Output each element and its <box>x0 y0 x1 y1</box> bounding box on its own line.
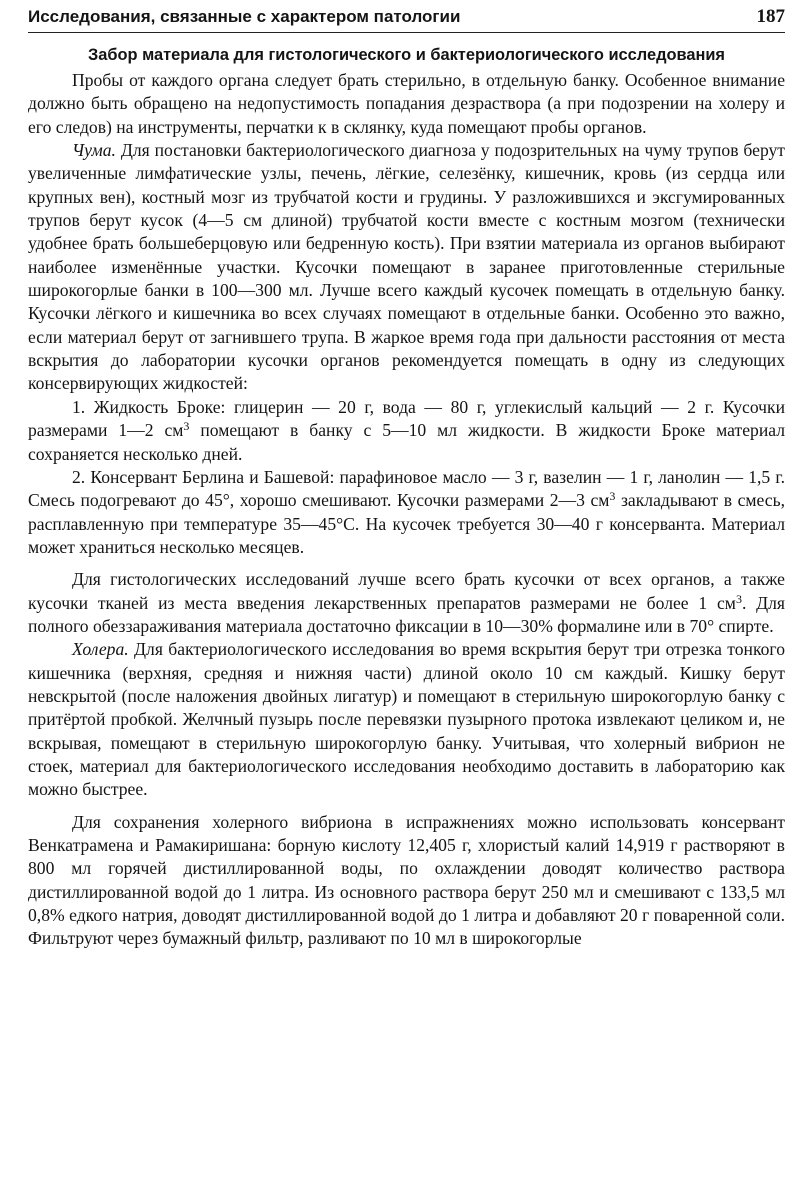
paragraph-lead-term: Чума. <box>72 140 116 161</box>
book-page <box>28 4 785 951</box>
paragraph-histology <box>28 568 785 638</box>
paragraph-text: Для бактериологического исследования во время вскрытия берут три отрезка тонкого кишечника (верхняя, средняя и нижняя части) длиной около 10 см каждый. Кишку берут невскрытой (после наложения двойных лигатур) и помещают в стерильную широкогорлую банку с притёртой пробкой. Желчный пузырь после перевязки пузырного протока извлекают целиком и, не вскрывая, помещают в стерильную широкогорлую банку. Учитывая, что холерный вибрион не стоек, материал для бактериологического исследования необходимо доставить в лабораторию как можно быстрее. <box>28 639 785 800</box>
paragraph-text: 1. Жидкость Броке: глицерин — 20 г, вода — 80 г, углекислый кальций — 2 г. Кусочки размерами 1—2 см <box>28 396 785 441</box>
paragraph-broke-liquid <box>28 396 785 466</box>
paragraph-text: закладывают в смесь, расплавленную при температуре 35—45°С. На кусочек требуется 30—40 г консерванта. Материал может храниться несколько месяцев. <box>28 490 785 557</box>
paragraph-lead-term: Холера. <box>72 639 129 660</box>
page-number: 187 <box>756 6 785 27</box>
superscript: 3 <box>735 591 742 606</box>
body-text <box>28 69 785 951</box>
paragraph-text: . Для полного обеззараживания материала достаточно фиксации в 10—30% формалине или в 70° спирте. <box>28 592 786 636</box>
chapter-title: Исследования, связанные с характером патологии <box>28 7 461 26</box>
paragraph-cholera-preservative <box>28 811 785 951</box>
superscript: 3 <box>609 489 616 504</box>
running-header <box>28 4 785 33</box>
section-heading: Забор материала для гистологического и бактериологического исследования <box>88 46 725 64</box>
paragraph-sampling-rules <box>28 69 785 139</box>
paragraph-text: Для гистологических исследований лучше всего брать кусочки от всех органов, а также кусочки тканей из места введения лекарственных препаратов размерами не более 1 см <box>28 569 785 613</box>
paragraph-text: Пробы от каждого органа следует брать стерильно, в отдельную банку. Особенное внимание должно быть обращено на недопустимость попадания дезраствора (а при подозрении на холеру и его следов) на инструменты, перчатки к в склянку, куда помещают пробы органов. <box>28 70 785 137</box>
superscript: 3 <box>183 419 190 434</box>
paragraph-text: помещают в банку с 5—10 мл жидкости. В жидкости Броке материал сохраняется несколько дней. <box>28 420 785 464</box>
paragraph-berlin-preservative <box>28 466 785 559</box>
paragraph-cholera <box>28 638 785 801</box>
paragraph-text: Для сохранения холерного вибриона в испражнениях можно использовать консервант Венкатрамена и Рамакиришана: борную кислоту 12,405 г, хлористый калий 14,919 г растворяют в 800 мл горячей дистиллированной воды, по охлаждении доводят количество раствора дистиллированной водой до 1 литра. Из основного раствора берут 250 мл и смешивают с 133,5 мл 0,8% едкого натрия, доводят дистиллированной водой до 1 литра и добавляют 20 г поваренной соли. Фильтруют через бумажный фильтр, разливают по 10 мл в широкогорлые <box>28 811 785 949</box>
paragraph-plague <box>28 139 785 396</box>
paragraph-text: 2. Консервант Берлина и Башевой: парафиновое масло — 3 г, вазелин — 1 г, ланолин — 1,5 г. Смесь подогревают до 45°, хорошо смешивают. Кусочки размерами 2—3 см <box>28 466 785 511</box>
paragraph-text: Для постановки бактериологического диагноза у подозрительных на чуму трупов берут увеличенные лимфатические узлы, печень, лёгкие, селезёнку, кишечник, кровь (из сердца или крупных вен), костный мозг из трубчатой кости и грудины. У разложившихся и эксгумированных трупов берут кусок (4—5 см длиной) трубчатой кости вместе с костным мозгом (технически удобнее брать большеберцовую или бедренную кость). При взятии материала из органов выбирают наиболее изменённые участки. Кусочки помещают в заранее приготовленные стерильные широкогорлые банки в 100—300 мл. Лучше всего каждый кусочек помещать в отдельную банку. Кусочки лёгкого и кишечника во всех случаях помещают в отдельные банки. Особенно это важно, если материал берут от загнившего трупа. В жаркое время года при дальности расстояния от места вскрытия до лаборатории кусочки органов рекомендуется помещать в одну из следующих консервирующих жидкостей: <box>28 140 785 394</box>
